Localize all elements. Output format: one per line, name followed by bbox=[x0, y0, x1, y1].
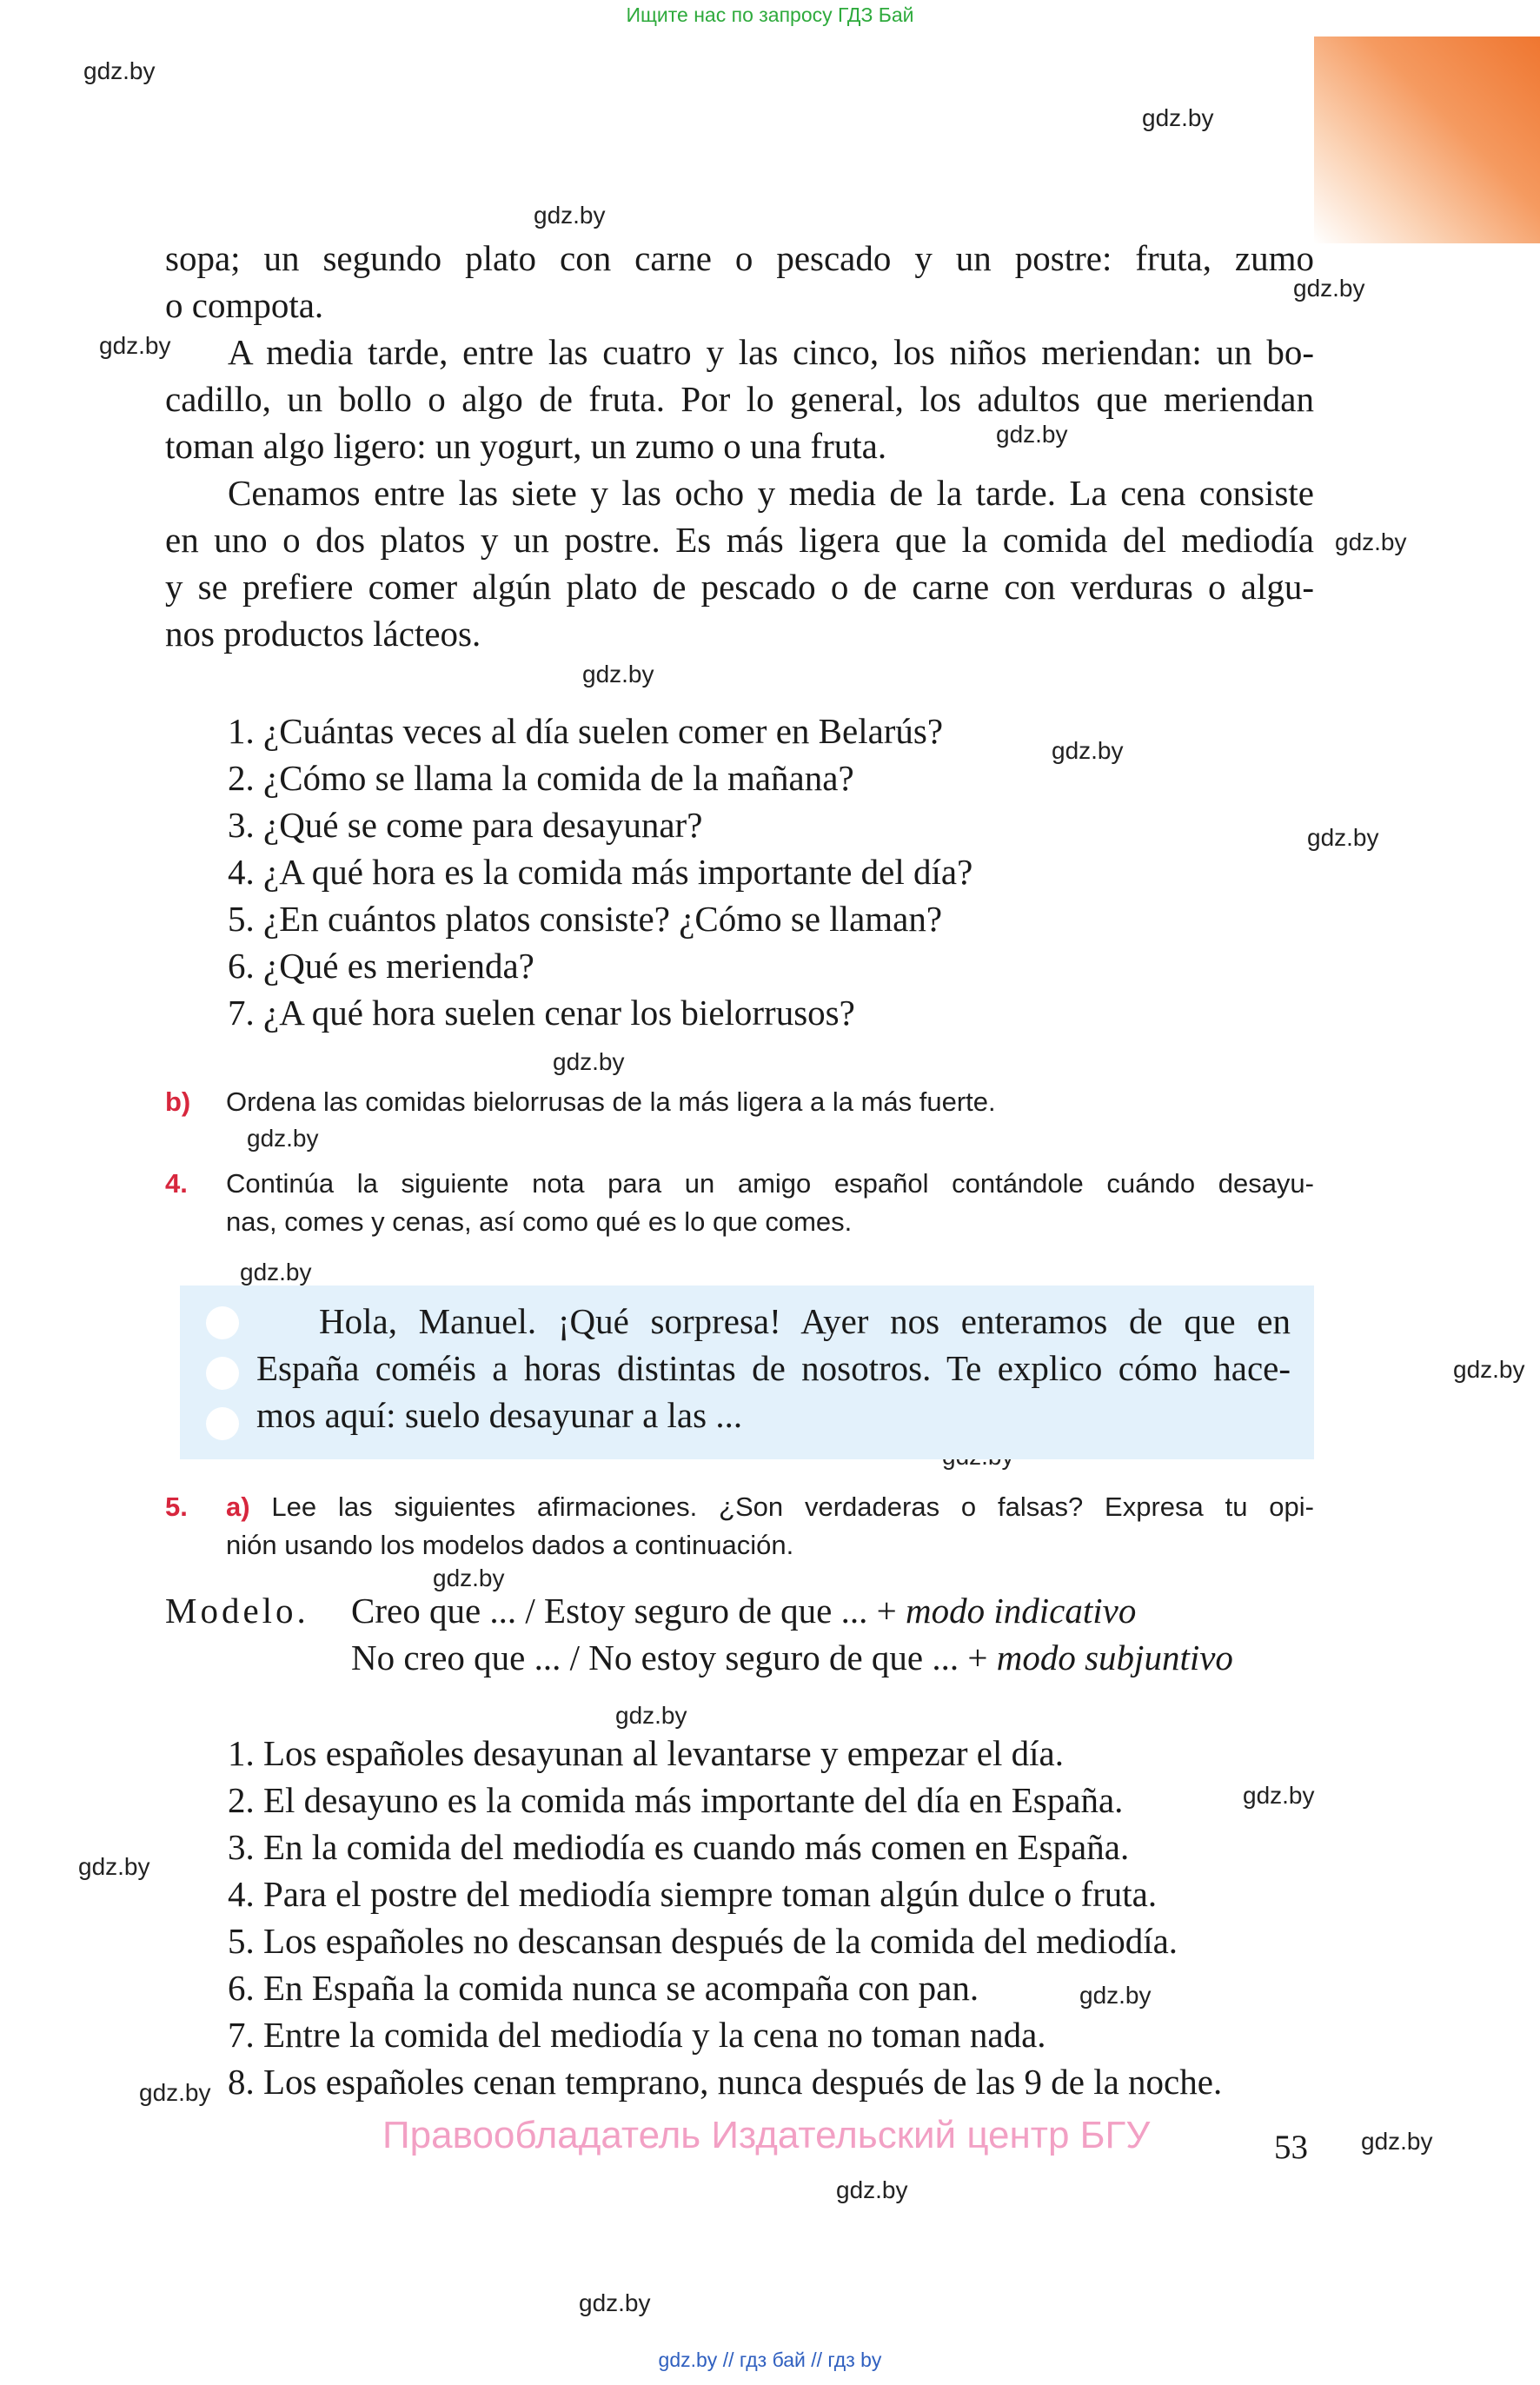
statement-item: 5. Los españoles no descansan después de la comida del mediodía. bbox=[228, 1921, 1178, 1961]
question-item: 1. ¿Cuántas veces al día suelen comer en Belarús? bbox=[228, 711, 944, 751]
text-line: nos productos lácteos. bbox=[165, 614, 481, 654]
corner-decoration bbox=[1314, 37, 1540, 243]
note-tab bbox=[206, 1357, 239, 1390]
copyright-notice: Правообладатель Издательский центр БГУ bbox=[382, 2114, 1151, 2156]
text-line: Cenamos entre las siete y las ocho y media de la tarde. La cena consiste bbox=[228, 473, 1314, 513]
watermark: gdz.by bbox=[433, 1565, 505, 1591]
watermark: gdz.by bbox=[582, 661, 654, 688]
modelo-plain: No creo que ... / No estoy seguro de que ... + bbox=[351, 1638, 997, 1677]
page-number: 53 bbox=[1274, 2129, 1308, 2166]
statement-item: 7. Entre la comida del mediodía y la cena no toman nada. bbox=[228, 2015, 1046, 2055]
modelo-label: Modelo. bbox=[165, 1591, 309, 1631]
modelo-plain: Creo que ... / Estoy seguro de que ... + bbox=[351, 1591, 906, 1631]
modelo-line-1 bbox=[351, 1587, 1136, 1634]
note-box bbox=[180, 1286, 1314, 1459]
text-line: Continúa la siguiente nota para un amigo español contándole cuándo desayu- bbox=[226, 1168, 1314, 1199]
question-item: 2. ¿Cómo se llama la comida de la mañana? bbox=[228, 758, 854, 798]
watermark: gdz.by bbox=[534, 202, 606, 229]
text-line: nas, comes y cenas, así como qué es lo que comes. bbox=[226, 1206, 853, 1237]
watermark: gdz.by bbox=[1361, 2128, 1433, 2155]
question-item: 7. ¿A qué hora suelen cenar los bielorrusos? bbox=[228, 993, 855, 1033]
question-item: 6. ¿Qué es merienda? bbox=[228, 946, 534, 986]
task-5-text bbox=[226, 1488, 1314, 1565]
text-line: cadillo, un bollo o algo de fruta. Por lo general, los adultos que meriendan bbox=[165, 379, 1314, 419]
watermark: gdz.by bbox=[78, 1853, 150, 1880]
watermark: gdz.by bbox=[579, 2289, 651, 2316]
watermark: gdz.by bbox=[836, 2176, 908, 2203]
question-item: 4. ¿A qué hora es la comida más importante del día? bbox=[228, 852, 973, 892]
note-tab bbox=[206, 1306, 239, 1339]
watermark: gdz.by bbox=[996, 421, 1068, 448]
reading-paragraph-2 bbox=[165, 329, 1314, 469]
statement-item: 8. Los españoles cenan temprano, nunca después de las 9 de la noche. bbox=[228, 2062, 1223, 2102]
task-b-text: Ordena las comidas bielorrusas de la más ligera a la más fuerte. bbox=[226, 1086, 996, 1117]
task-4-number: 4. bbox=[165, 1168, 188, 1199]
watermark: gdz.by bbox=[1243, 1782, 1315, 1809]
text-line: o compota. bbox=[165, 285, 324, 325]
task-5-marker: a) bbox=[226, 1491, 250, 1522]
statement-item: 6. En España la comida nunca se acompaña con pan. bbox=[228, 1968, 979, 2008]
text-line: mos aquí: suelo desayunar a las ... bbox=[256, 1395, 743, 1435]
modelo-italic: modo indicativo bbox=[906, 1591, 1137, 1631]
note-text bbox=[256, 1298, 1291, 1438]
statement-item: 4. Para el postre del mediodía siempre toman algún dulce o fruta. bbox=[228, 1874, 1158, 1914]
watermark: gdz.by bbox=[83, 57, 156, 84]
watermark: gdz.by bbox=[1453, 1356, 1525, 1383]
text-line: Hola, Manuel. ¡Qué sorpresa! Ayer nos enteramos de que en bbox=[319, 1301, 1291, 1341]
task-b-marker: b) bbox=[165, 1086, 191, 1117]
text-line: Lee las siguientes afirmaciones. ¿Son verdaderas o falsas? Expresa tu opi- bbox=[271, 1491, 1314, 1522]
reading-paragraph-3 bbox=[165, 469, 1314, 657]
watermark: gdz.by bbox=[247, 1125, 319, 1152]
text-line: nión usando los modelos dados a continuación. bbox=[226, 1530, 794, 1560]
text-line: y se prefiere comer algún plato de pescado o de carne con verduras o algu- bbox=[165, 567, 1314, 607]
watermark: gdz.by bbox=[1307, 824, 1379, 851]
footer-links[interactable]: gdz.by // гдз бай // гдз by bbox=[658, 2348, 882, 2371]
note-tab bbox=[206, 1407, 239, 1440]
task-5-number: 5. bbox=[165, 1491, 188, 1522]
modelo-line-2 bbox=[351, 1634, 1233, 1681]
watermark: gdz.by bbox=[240, 1259, 312, 1286]
watermark: gdz.by bbox=[1052, 737, 1124, 764]
text-line: A media tarde, entre las cuatro y las cinco, los niños meriendan: un bo- bbox=[228, 332, 1314, 372]
watermark: gdz.by bbox=[99, 332, 171, 359]
question-item: 5. ¿En cuántos platos consiste? ¿Cómo se llaman? bbox=[228, 899, 943, 939]
top-banner: Ищите нас по запросу ГДЗ Бай bbox=[626, 3, 914, 26]
statement-item: 3. En la comida del mediodía es cuando más comen en España. bbox=[228, 1827, 1130, 1867]
modelo-italic: modo subjuntivo bbox=[996, 1638, 1233, 1677]
watermark: gdz.by bbox=[553, 1048, 625, 1075]
watermark: gdz.by bbox=[1079, 1982, 1152, 2009]
watermark: gdz.by bbox=[1293, 275, 1365, 302]
reading-paragraph-1 bbox=[165, 235, 1314, 329]
statement-item: 1. Los españoles desayunan al levantarse y empezar el día. bbox=[228, 1733, 1064, 1773]
text-line: España coméis a horas distintas de nosotros. Te explico cómo hace- bbox=[256, 1348, 1291, 1388]
text-line: en uno o dos platos y un postre. Es más ligera que la comida del mediodía bbox=[165, 520, 1314, 560]
watermark: gdz.by bbox=[615, 1702, 687, 1729]
watermark: gdz.by bbox=[1335, 528, 1407, 555]
statement-item: 2. El desayuno es la comida más importante del día en España. bbox=[228, 1780, 1124, 1820]
watermark: gdz.by bbox=[1142, 104, 1214, 131]
text-line: sopa; un segundo plato con carne o pescado y un postre: fruta, zumo bbox=[165, 238, 1314, 278]
question-item: 3. ¿Qué se come para desayunar? bbox=[228, 805, 703, 845]
watermark: gdz.by bbox=[139, 2079, 211, 2106]
text-line: toman algo ligero: un yogurt, un zumo o una fruta. bbox=[165, 426, 887, 466]
task-4-text bbox=[226, 1165, 1314, 1241]
